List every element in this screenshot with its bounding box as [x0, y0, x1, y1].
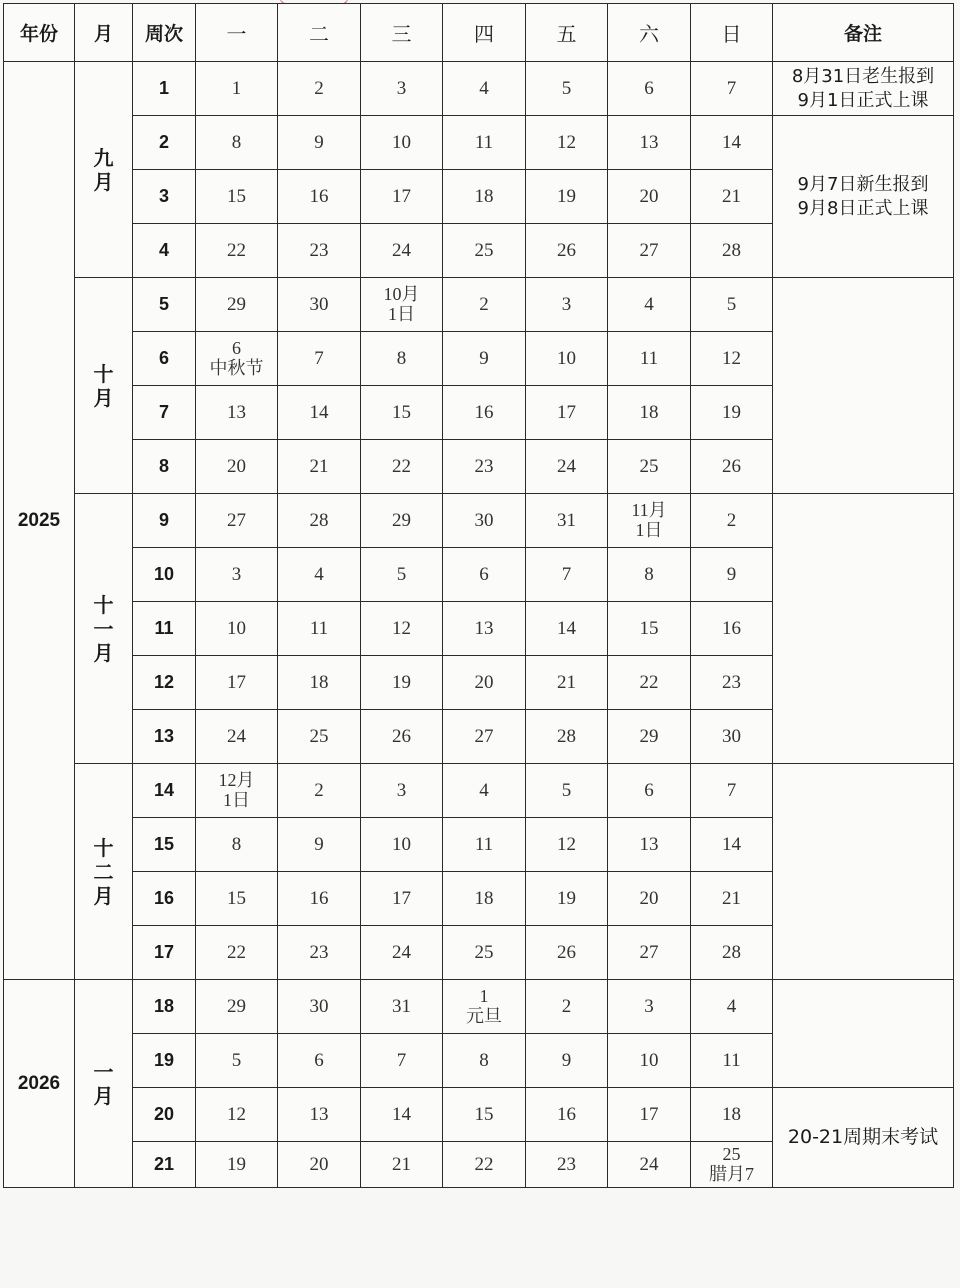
month-char: 十	[93, 592, 114, 617]
note-line: 9月8日正式上课	[797, 197, 929, 219]
day-cell: 19	[361, 656, 443, 710]
day-cell-line: 中秋节	[209, 357, 264, 378]
day-cell: 11	[443, 818, 526, 872]
day-cell: 23	[278, 926, 361, 980]
week-row	[4, 278, 954, 332]
day-cell: 5	[691, 278, 773, 332]
month-char: 九	[93, 145, 114, 170]
day-cell: 2	[443, 278, 526, 332]
note-header: 备注	[773, 4, 954, 62]
day-cell: 27	[608, 224, 691, 278]
week-number: 1	[133, 62, 196, 116]
day-cell: 3	[196, 548, 278, 602]
month-char: 一	[93, 1059, 114, 1084]
note-cell	[773, 278, 954, 494]
day-cell: 26	[526, 926, 608, 980]
month-cell	[75, 764, 133, 980]
week-number: 17	[133, 926, 196, 980]
day-cell: 12	[361, 602, 443, 656]
day-cell: 21	[278, 440, 361, 494]
day-cell: 30	[443, 494, 526, 548]
week-number: 13	[133, 710, 196, 764]
day-cell: 21	[361, 1142, 443, 1188]
day-cell: 20	[278, 1142, 361, 1188]
day-cell: 13	[196, 386, 278, 440]
day-cell: 31	[361, 980, 443, 1034]
day-header-sat: 六	[608, 4, 691, 62]
week-number: 15	[133, 818, 196, 872]
day-cell: 2	[526, 980, 608, 1034]
week-row	[4, 980, 954, 1034]
day-cell: 15	[608, 602, 691, 656]
month-char: 月	[93, 883, 114, 908]
school-calendar-table	[3, 3, 954, 1188]
day-cell: 22	[608, 656, 691, 710]
note-line: 8月31日老生报到	[791, 66, 935, 88]
day-cell: 12	[526, 116, 608, 170]
day-cell: 20	[608, 872, 691, 926]
day-cell: 13	[278, 1088, 361, 1142]
week-number: 18	[133, 980, 196, 1034]
month-char: 月	[93, 640, 114, 665]
day-cell: 16	[278, 872, 361, 926]
day-cell: 18	[443, 872, 526, 926]
week-number: 9	[133, 494, 196, 548]
day-cell: 11	[608, 332, 691, 386]
day-cell: 21	[691, 872, 773, 926]
day-header-fri: 五	[526, 4, 608, 62]
day-cell	[691, 1142, 773, 1188]
month-header: 月	[75, 4, 133, 62]
day-cell: 14	[691, 818, 773, 872]
day-cell: 14	[278, 386, 361, 440]
day-cell: 29	[196, 980, 278, 1034]
week-row	[4, 494, 954, 548]
day-cell: 4	[278, 548, 361, 602]
day-cell: 12	[526, 818, 608, 872]
day-cell: 21	[691, 170, 773, 224]
day-cell: 26	[361, 710, 443, 764]
day-cell: 22	[443, 1142, 526, 1188]
header-row	[4, 4, 954, 62]
day-cell: 24	[526, 440, 608, 494]
year-header: 年份	[4, 4, 75, 62]
calendar-body	[4, 62, 954, 1188]
day-cell-line: 6	[232, 337, 241, 358]
day-header-wed: 三	[361, 4, 443, 62]
day-cell-line: 1日	[388, 303, 415, 324]
day-cell: 25	[443, 926, 526, 980]
day-cell: 29	[196, 278, 278, 332]
day-cell: 2	[278, 764, 361, 818]
day-cell: 19	[526, 170, 608, 224]
day-cell: 6	[608, 62, 691, 116]
day-cell: 9	[278, 818, 361, 872]
day-cell: 18	[443, 170, 526, 224]
day-cell: 27	[443, 710, 526, 764]
day-cell: 27	[608, 926, 691, 980]
day-cell	[361, 278, 443, 332]
day-cell: 25	[443, 224, 526, 278]
day-cell: 16	[278, 170, 361, 224]
day-cell: 11	[443, 116, 526, 170]
day-cell: 24	[608, 1142, 691, 1188]
day-cell: 4	[443, 62, 526, 116]
day-cell: 30	[278, 980, 361, 1034]
day-cell: 18	[608, 386, 691, 440]
day-cell: 23	[443, 440, 526, 494]
day-cell: 3	[608, 980, 691, 1034]
week-number: 20	[133, 1088, 196, 1142]
day-cell: 14	[361, 1088, 443, 1142]
day-cell-line: 1	[479, 985, 489, 1006]
day-cell: 24	[361, 926, 443, 980]
day-cell: 17	[196, 656, 278, 710]
day-cell: 13	[608, 116, 691, 170]
day-cell	[443, 980, 526, 1034]
month-char: 月	[93, 385, 114, 410]
day-cell: 26	[691, 440, 773, 494]
note-line: 9月7日新生报到	[797, 174, 929, 196]
day-cell: 23	[691, 656, 773, 710]
day-cell: 13	[608, 818, 691, 872]
note-line: 9月1日正式上课	[797, 89, 929, 111]
week-number: 16	[133, 872, 196, 926]
day-header-sun: 日	[691, 4, 773, 62]
note-cell	[773, 1088, 954, 1188]
day-cell: 6	[278, 1034, 361, 1088]
month-char: 一	[93, 616, 114, 641]
day-cell: 16	[526, 1088, 608, 1142]
week-number: 7	[133, 386, 196, 440]
day-header-mon: 一	[196, 4, 278, 62]
day-cell: 29	[608, 710, 691, 764]
day-cell-line: 25	[722, 1143, 741, 1164]
day-cell: 7	[361, 1034, 443, 1088]
note-cell	[773, 62, 954, 116]
week-row	[4, 764, 954, 818]
week-number: 3	[133, 170, 196, 224]
day-cell: 13	[443, 602, 526, 656]
day-cell: 18	[691, 1088, 773, 1142]
day-cell: 21	[526, 656, 608, 710]
day-cell: 14	[691, 116, 773, 170]
day-cell: 16	[443, 386, 526, 440]
day-cell: 10	[361, 116, 443, 170]
note-cell	[773, 764, 954, 980]
day-cell: 12	[691, 332, 773, 386]
day-cell: 22	[361, 440, 443, 494]
week-number: 10	[133, 548, 196, 602]
day-cell: 8	[361, 332, 443, 386]
note-cell	[773, 980, 954, 1088]
day-cell: 22	[196, 224, 278, 278]
week-number: 6	[133, 332, 196, 386]
year-cell: 2025	[4, 62, 75, 980]
day-cell: 25	[608, 440, 691, 494]
day-cell: 4	[608, 278, 691, 332]
week-number: 11	[133, 602, 196, 656]
day-cell: 5	[196, 1034, 278, 1088]
day-cell: 8	[196, 818, 278, 872]
day-cell: 7	[691, 62, 773, 116]
day-cell: 7	[278, 332, 361, 386]
day-cell: 10	[196, 602, 278, 656]
day-cell: 9	[526, 1034, 608, 1088]
day-cell: 15	[443, 1088, 526, 1142]
day-cell: 22	[196, 926, 278, 980]
day-cell: 17	[608, 1088, 691, 1142]
day-cell-line: 1日	[223, 789, 250, 810]
day-cell: 9	[443, 332, 526, 386]
day-header-tue: 二	[278, 4, 361, 62]
note-cell	[773, 494, 954, 764]
day-cell-line: 元旦	[466, 1005, 502, 1026]
month-char: 月	[93, 169, 114, 194]
day-cell: 19	[196, 1142, 278, 1188]
day-cell: 11	[278, 602, 361, 656]
month-cell	[75, 278, 133, 494]
note-cell	[773, 116, 954, 278]
day-cell-line: 腊月7	[709, 1163, 754, 1184]
week-number: 8	[133, 440, 196, 494]
day-cell: 2	[691, 494, 773, 548]
day-cell: 28	[691, 926, 773, 980]
day-cell: 4	[691, 980, 773, 1034]
day-cell-line: 12月	[218, 769, 255, 790]
week-number: 19	[133, 1034, 196, 1088]
day-cell: 19	[691, 386, 773, 440]
day-cell: 15	[196, 872, 278, 926]
day-cell: 25	[278, 710, 361, 764]
day-cell: 27	[196, 494, 278, 548]
month-char: 十	[93, 361, 114, 386]
day-cell: 5	[361, 548, 443, 602]
week-number: 4	[133, 224, 196, 278]
day-cell: 3	[361, 62, 443, 116]
day-cell: 20	[443, 656, 526, 710]
day-cell	[196, 764, 278, 818]
day-cell: 19	[526, 872, 608, 926]
month-cell	[75, 494, 133, 764]
day-cell: 23	[526, 1142, 608, 1188]
day-cell: 10	[361, 818, 443, 872]
day-cell-line: 1日	[635, 519, 663, 540]
day-cell: 28	[691, 224, 773, 278]
day-cell: 29	[361, 494, 443, 548]
week-row	[4, 1088, 954, 1142]
day-cell: 10	[526, 332, 608, 386]
day-cell: 8	[608, 548, 691, 602]
week-header: 周次	[133, 4, 196, 62]
week-number: 2	[133, 116, 196, 170]
week-row	[4, 62, 954, 116]
note-line: 20-21周期末考试	[787, 1126, 939, 1149]
month-char: 月	[93, 1083, 114, 1108]
day-cell: 4	[443, 764, 526, 818]
day-cell: 7	[691, 764, 773, 818]
month-cell	[75, 980, 133, 1188]
day-cell: 15	[361, 386, 443, 440]
day-cell: 15	[196, 170, 278, 224]
month-char: 二	[93, 859, 114, 884]
day-cell: 9	[278, 116, 361, 170]
day-cell: 11	[691, 1034, 773, 1088]
day-cell: 14	[526, 602, 608, 656]
day-cell: 24	[196, 710, 278, 764]
day-cell: 16	[691, 602, 773, 656]
day-cell: 20	[608, 170, 691, 224]
day-cell: 24	[361, 224, 443, 278]
day-cell: 17	[526, 386, 608, 440]
week-number: 5	[133, 278, 196, 332]
day-cell: 26	[526, 224, 608, 278]
year-cell: 2026	[4, 980, 75, 1188]
month-cell	[75, 62, 133, 278]
day-cell	[196, 332, 278, 386]
week-number: 21	[133, 1142, 196, 1188]
day-cell: 1	[196, 62, 278, 116]
day-cell	[608, 494, 691, 548]
day-cell: 5	[526, 62, 608, 116]
day-cell-line: 11月	[631, 499, 667, 520]
month-char: 十	[93, 835, 114, 860]
day-cell: 5	[526, 764, 608, 818]
day-cell-line: 10月	[383, 283, 420, 304]
day-cell: 6	[443, 548, 526, 602]
day-cell: 9	[691, 548, 773, 602]
day-cell: 10	[608, 1034, 691, 1088]
day-cell: 30	[691, 710, 773, 764]
day-cell: 2	[278, 62, 361, 116]
week-number: 14	[133, 764, 196, 818]
day-cell: 20	[196, 440, 278, 494]
day-cell: 28	[526, 710, 608, 764]
day-header-thu: 四	[443, 4, 526, 62]
day-cell: 3	[361, 764, 443, 818]
day-cell: 8	[196, 116, 278, 170]
day-cell: 7	[526, 548, 608, 602]
day-cell: 28	[278, 494, 361, 548]
day-cell: 23	[278, 224, 361, 278]
day-cell: 30	[278, 278, 361, 332]
day-cell: 8	[443, 1034, 526, 1088]
day-cell: 31	[526, 494, 608, 548]
day-cell: 17	[361, 170, 443, 224]
day-cell: 3	[526, 278, 608, 332]
day-cell: 18	[278, 656, 361, 710]
day-cell: 6	[608, 764, 691, 818]
day-cell: 17	[361, 872, 443, 926]
day-cell: 12	[196, 1088, 278, 1142]
week-number: 12	[133, 656, 196, 710]
week-row	[4, 116, 954, 170]
